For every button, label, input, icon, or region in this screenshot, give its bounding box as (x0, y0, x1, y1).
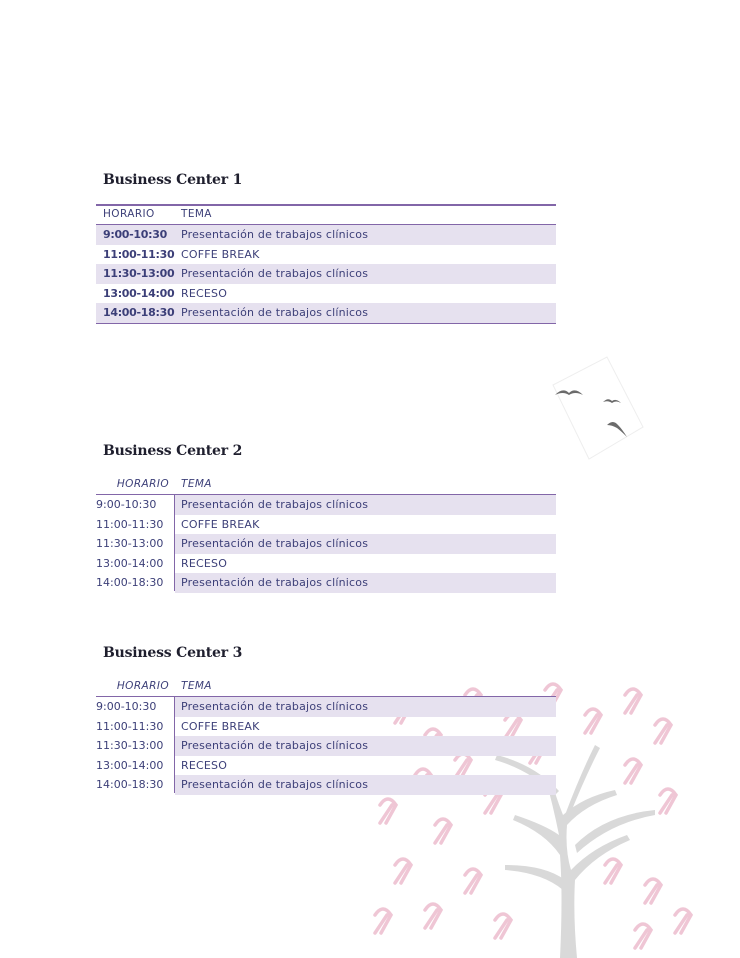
row-tema: RECESO (181, 758, 228, 772)
row-tema: Presentación de trabajos clínicos (181, 306, 369, 319)
table-row (96, 225, 556, 245)
table-row (96, 495, 556, 515)
row-horario: 14:00-18:30 (103, 306, 175, 319)
row-horario: 11:30-13:00 (96, 537, 164, 550)
section-title: Business Center 1 (103, 172, 243, 188)
table-row (96, 736, 556, 756)
schedule-table (96, 476, 556, 593)
row-horario: 14:00-18:30 (96, 778, 164, 791)
table-row (96, 697, 556, 717)
row-tema: RECESO (181, 556, 228, 570)
row-horario: 9:00-10:30 (96, 498, 157, 511)
row-horario: 9:00-10:30 (96, 700, 157, 713)
table-header (96, 476, 556, 495)
row-horario: 13:00-14:00 (96, 758, 164, 772)
row-horario: 14:00-18:30 (96, 576, 164, 589)
row-tema: Presentación de trabajos clínicos (181, 498, 369, 511)
header-tema: TEMA (181, 208, 212, 220)
row-horario: 13:00-14:00 (103, 286, 175, 300)
row-horario: 11:30-13:00 (96, 739, 164, 752)
header-horario: HORARIO (116, 478, 169, 490)
table-row (96, 303, 556, 324)
table-row (96, 284, 556, 304)
header-tema: TEMA (181, 478, 212, 490)
row-tema: COFFE BREAK (181, 517, 260, 531)
table-row (96, 554, 556, 574)
row-tema: Presentación de trabajos clínicos (181, 267, 369, 280)
header-horario: HORARIO (116, 680, 169, 692)
table-row (96, 756, 556, 776)
row-tema: Presentación de trabajos clínicos (181, 739, 369, 752)
table-row (96, 573, 556, 593)
birds-illustration (545, 355, 645, 465)
row-horario: 11:00-11:30 (96, 719, 164, 733)
row-horario: 11:00-11:30 (103, 247, 175, 261)
row-horario: 11:00-11:30 (96, 517, 164, 531)
table-row (96, 775, 556, 795)
row-tema: Presentación de trabajos clínicos (181, 228, 369, 241)
table-header (96, 204, 556, 225)
row-horario: 11:30-13:00 (103, 267, 175, 280)
table-row (96, 534, 556, 554)
row-tema: COFFE BREAK (181, 247, 260, 261)
row-tema: Presentación de trabajos clínicos (181, 700, 369, 713)
header-horario: HORARIO (103, 208, 155, 220)
section-title: Business Center 2 (103, 443, 243, 459)
table-row (96, 245, 556, 265)
section-title: Business Center 3 (103, 645, 243, 661)
table-row (96, 717, 556, 737)
row-horario: 9:00-10:30 (103, 228, 167, 241)
row-tema: RECESO (181, 286, 228, 300)
row-tema: Presentación de trabajos clínicos (181, 778, 369, 791)
table-row (96, 264, 556, 284)
schedule-table (96, 678, 556, 795)
table-row (96, 515, 556, 535)
row-tema: Presentación de trabajos clínicos (181, 576, 369, 589)
header-tema: TEMA (181, 680, 212, 692)
schedule-table (96, 204, 556, 324)
table-header (96, 678, 556, 697)
row-tema: COFFE BREAK (181, 719, 260, 733)
row-horario: 13:00-14:00 (96, 556, 164, 570)
row-tema: Presentación de trabajos clínicos (181, 537, 369, 550)
